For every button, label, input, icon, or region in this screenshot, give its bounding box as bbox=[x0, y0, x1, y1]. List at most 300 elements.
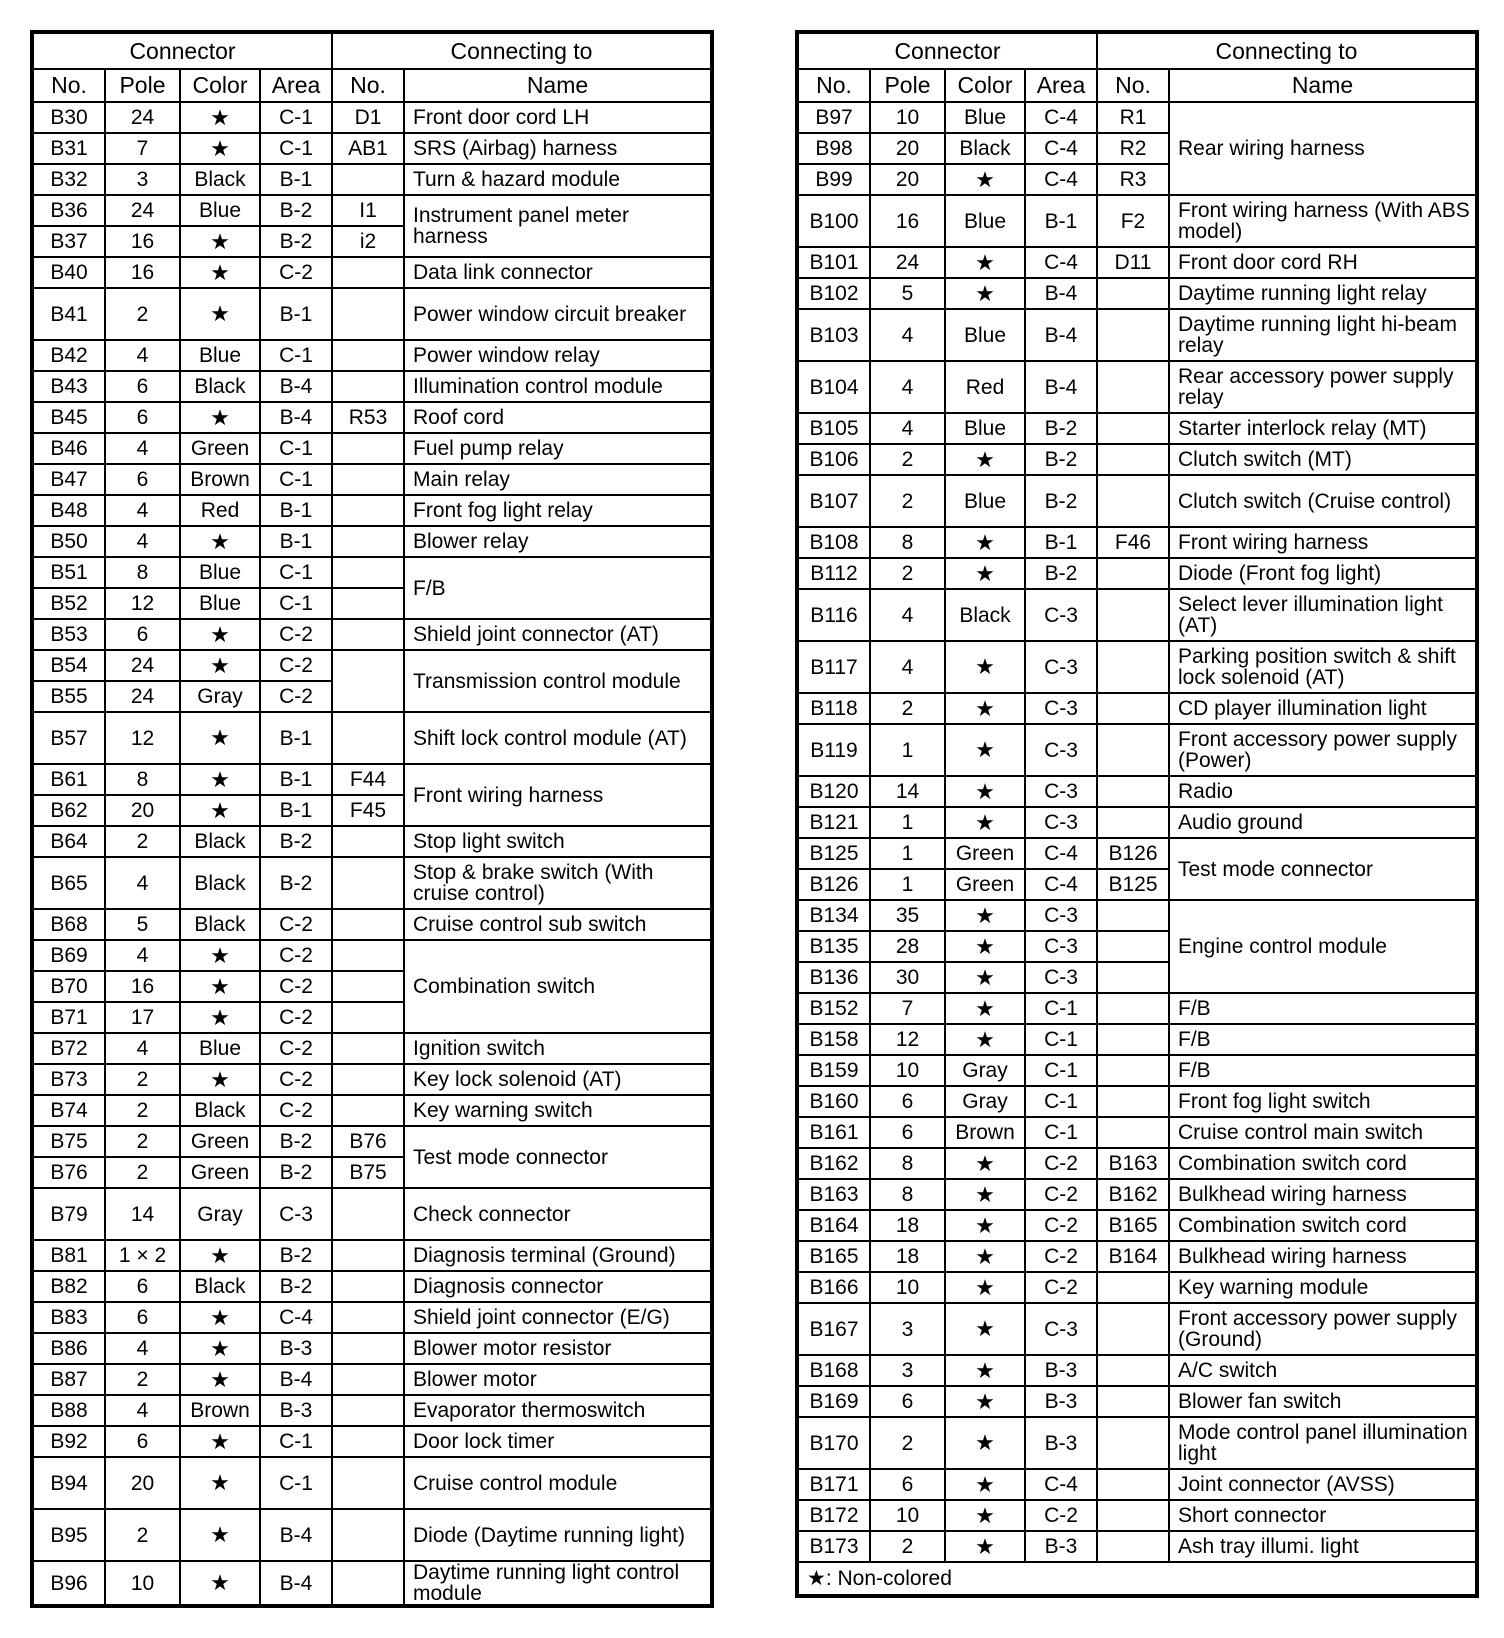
wire-color: ★ bbox=[180, 1064, 260, 1095]
table-row bbox=[32, 371, 712, 402]
connector-no: B82 bbox=[32, 1271, 105, 1302]
connecting-name: Instrument panel meter harness bbox=[404, 195, 712, 257]
connecting-name: Mode control panel illumination light bbox=[1169, 1417, 1477, 1469]
pole-count: 4 bbox=[870, 413, 945, 444]
area-code: B-1 bbox=[260, 495, 332, 526]
table-row bbox=[797, 361, 1477, 413]
connector-no: B73 bbox=[32, 1064, 105, 1095]
connecting-name: Shield joint connector (AT) bbox=[404, 619, 712, 650]
area-code: C-4 bbox=[1025, 247, 1097, 278]
wire-color: ★ bbox=[945, 1148, 1025, 1179]
pole-count: 8 bbox=[105, 557, 180, 588]
pole-count: 5 bbox=[105, 909, 180, 940]
connector-no: B99 bbox=[797, 164, 870, 195]
pole-count: 10 bbox=[870, 102, 945, 133]
connecting-no bbox=[332, 526, 404, 557]
connecting-no bbox=[1097, 962, 1169, 993]
pole-count: 6 bbox=[105, 1302, 180, 1333]
connector-no: B53 bbox=[32, 619, 105, 650]
area-code: C-4 bbox=[260, 1302, 332, 1333]
connector-no: B30 bbox=[32, 102, 105, 133]
wire-color: Green bbox=[180, 1157, 260, 1188]
table-row bbox=[797, 589, 1477, 641]
pole-count: 4 bbox=[105, 1395, 180, 1426]
connecting-no bbox=[332, 1002, 404, 1033]
area-code: C-2 bbox=[1025, 1210, 1097, 1241]
connecting-name: Cruise control module bbox=[404, 1457, 712, 1509]
wire-color: Blue bbox=[180, 588, 260, 619]
connecting-name: Blower motor resistor bbox=[404, 1333, 712, 1364]
pole-count: 18 bbox=[870, 1241, 945, 1272]
connecting-no bbox=[332, 1033, 404, 1064]
connecting-no: i2 bbox=[332, 226, 404, 257]
area-code: C-1 bbox=[1025, 1024, 1097, 1055]
area-code: C-1 bbox=[260, 133, 332, 164]
wire-color: ★ bbox=[180, 1302, 260, 1333]
connecting-no bbox=[332, 1095, 404, 1126]
connecting-no bbox=[332, 340, 404, 371]
connecting-name: Blower motor bbox=[404, 1364, 712, 1395]
wire-color: Green bbox=[180, 1126, 260, 1157]
col-header-no: No. bbox=[797, 69, 870, 102]
connecting-name: Data link connector bbox=[404, 257, 712, 288]
wire-color: ★ bbox=[180, 712, 260, 764]
connecting-no bbox=[332, 1364, 404, 1395]
area-code: B-4 bbox=[1025, 278, 1097, 309]
connecting-no bbox=[1097, 1117, 1169, 1148]
connecting-no: I1 bbox=[332, 195, 404, 226]
table-row bbox=[797, 1086, 1477, 1117]
wire-color: ★ bbox=[945, 693, 1025, 724]
connector-no: B55 bbox=[32, 681, 105, 712]
wire-color: Gray bbox=[945, 1086, 1025, 1117]
pole-count: 10 bbox=[870, 1055, 945, 1086]
wire-color: ★ bbox=[180, 971, 260, 1002]
connecting-no bbox=[1097, 361, 1169, 413]
connecting-name: Door lock timer bbox=[404, 1426, 712, 1457]
table-row bbox=[797, 1179, 1477, 1210]
table-row bbox=[32, 1240, 712, 1271]
connecting-name: Turn & hazard module bbox=[404, 164, 712, 195]
wire-color: Gray bbox=[180, 1188, 260, 1240]
connecting-no bbox=[1097, 589, 1169, 641]
col-header-name: Name bbox=[404, 69, 712, 102]
connecting-name: Front door cord LH bbox=[404, 102, 712, 133]
connecting-no: F44 bbox=[332, 764, 404, 795]
pole-count: 6 bbox=[105, 619, 180, 650]
area-code: C-3 bbox=[1025, 807, 1097, 838]
area-code: B-1 bbox=[1025, 195, 1097, 247]
connecting-name: Illumination control module bbox=[404, 371, 712, 402]
connecting-name: F/B bbox=[1169, 993, 1477, 1024]
connector-no: B83 bbox=[32, 1302, 105, 1333]
area-code: C-3 bbox=[1025, 776, 1097, 807]
connector-no: B171 bbox=[797, 1469, 870, 1500]
wire-color: ★ bbox=[180, 526, 260, 557]
connector-no: B152 bbox=[797, 993, 870, 1024]
pole-count: 20 bbox=[870, 164, 945, 195]
area-code: C-2 bbox=[1025, 1241, 1097, 1272]
connector-no: B118 bbox=[797, 693, 870, 724]
table-row bbox=[32, 433, 712, 464]
connector-no: B81 bbox=[32, 1240, 105, 1271]
table-row bbox=[797, 900, 1477, 931]
connecting-name: Fuel pump relay bbox=[404, 433, 712, 464]
connecting-no bbox=[1097, 993, 1169, 1024]
table-row bbox=[797, 838, 1477, 869]
wire-color: ★ bbox=[945, 1272, 1025, 1303]
connecting-name: Daytime running light hi-beam relay bbox=[1169, 309, 1477, 361]
wire-color: ★ bbox=[945, 1241, 1025, 1272]
connector-no: B92 bbox=[32, 1426, 105, 1457]
connecting-name: Combination switch cord bbox=[1169, 1148, 1477, 1179]
connector-no: B45 bbox=[32, 402, 105, 433]
area-code: C-3 bbox=[1025, 1303, 1097, 1355]
connector-no: B61 bbox=[32, 764, 105, 795]
wire-color: ★ bbox=[180, 1333, 260, 1364]
connecting-no bbox=[332, 619, 404, 650]
area-code: B-2 bbox=[260, 1271, 332, 1302]
pole-count: 2 bbox=[105, 1064, 180, 1095]
area-code: B-2 bbox=[260, 1126, 332, 1157]
connecting-name: Key warning module bbox=[1169, 1272, 1477, 1303]
connector-no: B70 bbox=[32, 971, 105, 1002]
pole-count: 24 bbox=[870, 247, 945, 278]
pole-count: 1 × 2 bbox=[105, 1240, 180, 1271]
connecting-no: B125 bbox=[1097, 869, 1169, 900]
pole-count: 1 bbox=[870, 807, 945, 838]
pole-count: 10 bbox=[870, 1272, 945, 1303]
col-header-pole: Pole bbox=[105, 69, 180, 102]
table-row bbox=[32, 1561, 712, 1606]
connecting-name: Ignition switch bbox=[404, 1033, 712, 1064]
pole-count: 24 bbox=[105, 650, 180, 681]
wire-color: Blue bbox=[180, 195, 260, 226]
area-code: C-2 bbox=[260, 1033, 332, 1064]
pole-count: 2 bbox=[105, 1095, 180, 1126]
wire-color: ★ bbox=[945, 993, 1025, 1024]
pole-count: 12 bbox=[105, 712, 180, 764]
table-row bbox=[32, 857, 712, 909]
wire-color: Blue bbox=[180, 340, 260, 371]
pole-count: 4 bbox=[870, 589, 945, 641]
footnote-non-colored: ★: Non-colored bbox=[797, 1562, 1477, 1596]
table-row bbox=[32, 133, 712, 164]
connecting-no bbox=[332, 826, 404, 857]
connecting-name: F/B bbox=[1169, 1055, 1477, 1086]
area-code: C-4 bbox=[1025, 133, 1097, 164]
pole-count: 2 bbox=[870, 1417, 945, 1469]
area-code: B-2 bbox=[1025, 475, 1097, 527]
connector-no: B169 bbox=[797, 1386, 870, 1417]
table-row bbox=[32, 1302, 712, 1333]
pole-count: 6 bbox=[105, 464, 180, 495]
table-row bbox=[797, 1210, 1477, 1241]
wire-color: Black bbox=[180, 1271, 260, 1302]
connecting-no: R1 bbox=[1097, 102, 1169, 133]
area-code: C-4 bbox=[1025, 1469, 1097, 1500]
connector-no: B135 bbox=[797, 931, 870, 962]
area-code: B-3 bbox=[260, 1395, 332, 1426]
connecting-name: CD player illumination light bbox=[1169, 693, 1477, 724]
area-code: C-2 bbox=[260, 971, 332, 1002]
connector-no: B119 bbox=[797, 724, 870, 776]
area-code: C-1 bbox=[260, 433, 332, 464]
table-row bbox=[797, 993, 1477, 1024]
connecting-no bbox=[332, 495, 404, 526]
table-row bbox=[32, 1333, 712, 1364]
pole-count: 6 bbox=[105, 402, 180, 433]
wire-color: ★ bbox=[180, 1509, 260, 1561]
connector-no: B51 bbox=[32, 557, 105, 588]
connector-no: B103 bbox=[797, 309, 870, 361]
connecting-no bbox=[332, 712, 404, 764]
wire-color: ★ bbox=[945, 164, 1025, 195]
table-row bbox=[797, 102, 1477, 133]
area-code: B-3 bbox=[1025, 1386, 1097, 1417]
wire-color: Blue bbox=[945, 413, 1025, 444]
connecting-no bbox=[1097, 558, 1169, 589]
connector-table-left bbox=[30, 30, 714, 1608]
connecting-name: Front wiring harness bbox=[404, 764, 712, 826]
col-header-name: Name bbox=[1169, 69, 1477, 102]
pole-count: 2 bbox=[105, 826, 180, 857]
connecting-no bbox=[332, 909, 404, 940]
connector-no: B164 bbox=[797, 1210, 870, 1241]
wire-color: ★ bbox=[945, 1179, 1025, 1210]
table-row bbox=[32, 340, 712, 371]
area-code: C-2 bbox=[260, 1002, 332, 1033]
pole-count: 3 bbox=[105, 164, 180, 195]
pole-count: 1 bbox=[870, 724, 945, 776]
pole-count: 16 bbox=[105, 226, 180, 257]
connector-no: B68 bbox=[32, 909, 105, 940]
connecting-name: Short connector bbox=[1169, 1500, 1477, 1531]
connector-no: B75 bbox=[32, 1126, 105, 1157]
table-row bbox=[32, 712, 712, 764]
connecting-no bbox=[1097, 1024, 1169, 1055]
connecting-no bbox=[332, 164, 404, 195]
wire-color: Blue bbox=[180, 557, 260, 588]
table-row bbox=[797, 1417, 1477, 1469]
pole-count: 6 bbox=[870, 1469, 945, 1500]
pole-count: 24 bbox=[105, 195, 180, 226]
connecting-no: B75 bbox=[332, 1157, 404, 1188]
connecting-name: Engine control module bbox=[1169, 900, 1477, 993]
table-row bbox=[797, 247, 1477, 278]
connector-no: B72 bbox=[32, 1033, 105, 1064]
connecting-name: Daytime running light control module bbox=[404, 1561, 712, 1606]
wire-color: ★ bbox=[180, 1426, 260, 1457]
wire-color: Brown bbox=[180, 464, 260, 495]
wire-color: Green bbox=[945, 869, 1025, 900]
wire-color: ★ bbox=[180, 102, 260, 133]
connector-no: B71 bbox=[32, 1002, 105, 1033]
pole-count: 2 bbox=[105, 1509, 180, 1561]
connecting-name: Transmission control module bbox=[404, 650, 712, 712]
area-code: C-2 bbox=[260, 257, 332, 288]
connecting-name: Rear wiring harness bbox=[1169, 102, 1477, 195]
wire-color: ★ bbox=[180, 795, 260, 826]
pole-count: 20 bbox=[105, 795, 180, 826]
connecting-no bbox=[332, 1271, 404, 1302]
connecting-name: Key lock solenoid (AT) bbox=[404, 1064, 712, 1095]
connecting-no bbox=[1097, 1386, 1169, 1417]
pole-count: 12 bbox=[105, 588, 180, 619]
connecting-to-group-header: Connecting to bbox=[1097, 32, 1477, 69]
area-code: B-2 bbox=[1025, 444, 1097, 475]
connecting-name: Check connector bbox=[404, 1188, 712, 1240]
connecting-name: Clutch switch (Cruise control) bbox=[1169, 475, 1477, 527]
connector-group-header: Connector bbox=[797, 32, 1097, 69]
connecting-no bbox=[332, 288, 404, 340]
area-code: C-1 bbox=[260, 1426, 332, 1457]
connector-no: B134 bbox=[797, 900, 870, 931]
pole-count: 2 bbox=[870, 558, 945, 589]
connector-no: B31 bbox=[32, 133, 105, 164]
area-code: B-4 bbox=[1025, 309, 1097, 361]
area-code: C-4 bbox=[1025, 869, 1097, 900]
connector-no: B163 bbox=[797, 1179, 870, 1210]
table-row bbox=[32, 1364, 712, 1395]
wire-color: ★ bbox=[945, 807, 1025, 838]
connector-no: B102 bbox=[797, 278, 870, 309]
table-row bbox=[797, 1386, 1477, 1417]
area-code: C-2 bbox=[260, 681, 332, 712]
area-code: C-1 bbox=[260, 102, 332, 133]
pole-count: 4 bbox=[105, 940, 180, 971]
table-row bbox=[797, 1531, 1477, 1562]
connecting-name: Shield joint connector (E/G) bbox=[404, 1302, 712, 1333]
wire-color: Black bbox=[180, 826, 260, 857]
pole-count: 4 bbox=[105, 495, 180, 526]
area-code: C-3 bbox=[1025, 900, 1097, 931]
pole-count: 4 bbox=[870, 641, 945, 693]
table-row bbox=[797, 1469, 1477, 1500]
table-row bbox=[797, 309, 1477, 361]
pole-count: 1 bbox=[870, 869, 945, 900]
connector-no: B64 bbox=[32, 826, 105, 857]
pole-count: 4 bbox=[105, 340, 180, 371]
connecting-name: Diagnosis connector bbox=[404, 1271, 712, 1302]
connecting-no bbox=[1097, 475, 1169, 527]
area-code: C-4 bbox=[1025, 164, 1097, 195]
connecting-no: B162 bbox=[1097, 1179, 1169, 1210]
area-code: C-1 bbox=[260, 557, 332, 588]
area-code: B-2 bbox=[260, 1240, 332, 1271]
area-code: C-2 bbox=[1025, 1500, 1097, 1531]
table-row bbox=[32, 195, 712, 226]
connector-no: B86 bbox=[32, 1333, 105, 1364]
pole-count: 12 bbox=[870, 1024, 945, 1055]
wire-color: ★ bbox=[180, 226, 260, 257]
pole-count: 8 bbox=[870, 1148, 945, 1179]
area-code: B-1 bbox=[260, 795, 332, 826]
connector-no: B100 bbox=[797, 195, 870, 247]
area-code: C-1 bbox=[260, 1457, 332, 1509]
wire-color: Blue bbox=[945, 102, 1025, 133]
connecting-name: Radio bbox=[1169, 776, 1477, 807]
connecting-name: Diode (Daytime running light) bbox=[404, 1509, 712, 1561]
connector-no: B96 bbox=[32, 1561, 105, 1606]
area-code: C-1 bbox=[260, 464, 332, 495]
area-code: B-1 bbox=[260, 288, 332, 340]
area-code: B-2 bbox=[260, 826, 332, 857]
connector-no: B32 bbox=[32, 164, 105, 195]
connecting-name: Clutch switch (MT) bbox=[1169, 444, 1477, 475]
connecting-no bbox=[1097, 1355, 1169, 1386]
connecting-no bbox=[1097, 693, 1169, 724]
area-code: B-1 bbox=[260, 164, 332, 195]
connecting-no bbox=[332, 371, 404, 402]
area-code: C-3 bbox=[1025, 693, 1097, 724]
connecting-no: R3 bbox=[1097, 164, 1169, 195]
connector-group-header: Connector bbox=[32, 32, 332, 69]
area-code: B-4 bbox=[260, 1364, 332, 1395]
pole-count: 2 bbox=[105, 1126, 180, 1157]
connecting-no bbox=[1097, 776, 1169, 807]
connecting-name: Joint connector (AVSS) bbox=[1169, 1469, 1477, 1500]
table-row bbox=[32, 619, 712, 650]
area-code: B-3 bbox=[1025, 1531, 1097, 1562]
col-header-to-no: No. bbox=[1097, 69, 1169, 102]
area-code: C-1 bbox=[1025, 1117, 1097, 1148]
wire-color: Black bbox=[180, 164, 260, 195]
connecting-no bbox=[332, 1509, 404, 1561]
connector-no: B98 bbox=[797, 133, 870, 164]
area-code: C-3 bbox=[1025, 931, 1097, 962]
pole-count: 8 bbox=[105, 764, 180, 795]
pole-count: 35 bbox=[870, 900, 945, 931]
connecting-no bbox=[1097, 900, 1169, 931]
table-row bbox=[797, 1148, 1477, 1179]
pole-count: 24 bbox=[105, 102, 180, 133]
connecting-no bbox=[332, 557, 404, 588]
connector-no: B166 bbox=[797, 1272, 870, 1303]
area-code: B-2 bbox=[260, 195, 332, 226]
wire-color: ★ bbox=[180, 650, 260, 681]
table-row bbox=[32, 495, 712, 526]
table-row bbox=[32, 909, 712, 940]
pole-count: 10 bbox=[870, 1500, 945, 1531]
connector-no: B74 bbox=[32, 1095, 105, 1126]
wire-color: Red bbox=[945, 361, 1025, 413]
connecting-name: Power window circuit breaker bbox=[404, 288, 712, 340]
connecting-name: Main relay bbox=[404, 464, 712, 495]
connector-no: B37 bbox=[32, 226, 105, 257]
area-code: C-2 bbox=[1025, 1148, 1097, 1179]
area-code: C-1 bbox=[1025, 993, 1097, 1024]
connecting-name: Front fog light relay bbox=[404, 495, 712, 526]
connecting-name: Diode (Front fog light) bbox=[1169, 558, 1477, 589]
table-row bbox=[32, 1395, 712, 1426]
area-code: B-4 bbox=[1025, 361, 1097, 413]
area-code: C-3 bbox=[1025, 724, 1097, 776]
connector-no: B41 bbox=[32, 288, 105, 340]
connector-no: B162 bbox=[797, 1148, 870, 1179]
pole-count: 7 bbox=[105, 133, 180, 164]
pole-count: 6 bbox=[105, 1271, 180, 1302]
connecting-name: Stop light switch bbox=[404, 826, 712, 857]
connecting-no bbox=[1097, 807, 1169, 838]
pole-count: 6 bbox=[105, 1426, 180, 1457]
connecting-no: B164 bbox=[1097, 1241, 1169, 1272]
connecting-no: R2 bbox=[1097, 133, 1169, 164]
pole-count: 4 bbox=[105, 1033, 180, 1064]
connecting-name: F/B bbox=[1169, 1024, 1477, 1055]
area-code: C-1 bbox=[1025, 1086, 1097, 1117]
pole-count: 2 bbox=[870, 475, 945, 527]
